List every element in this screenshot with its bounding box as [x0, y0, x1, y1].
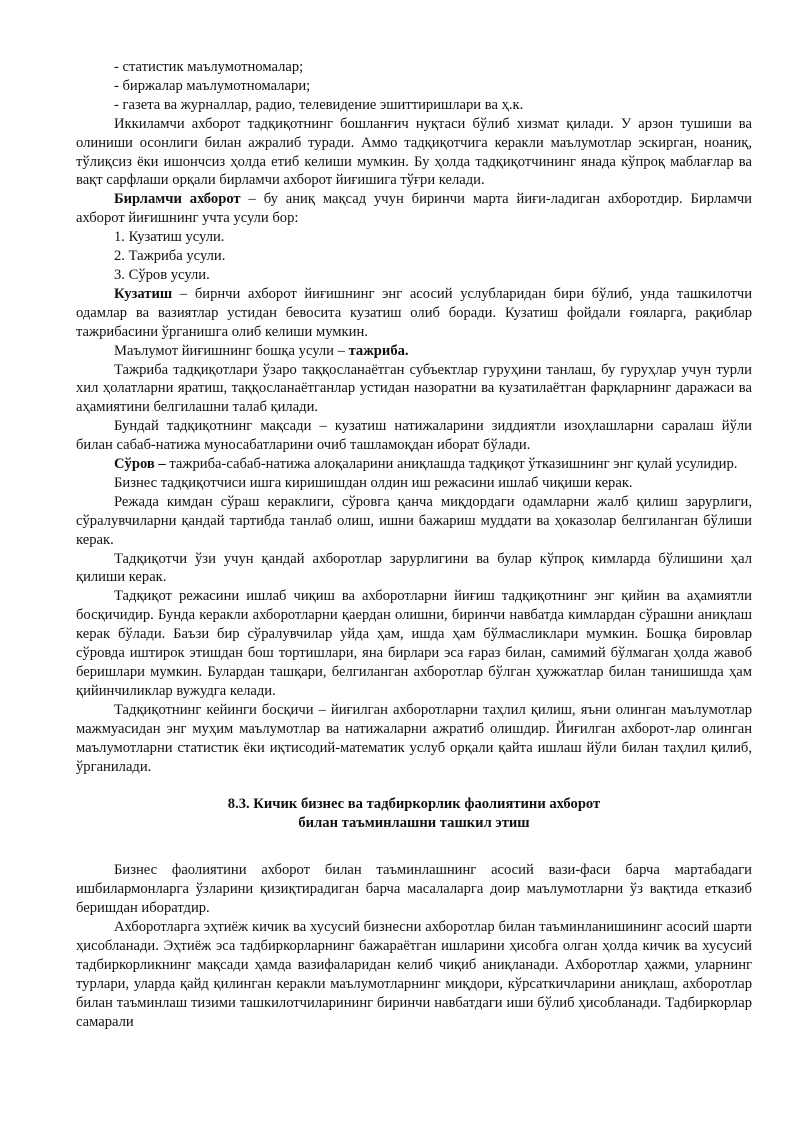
list-item: - газета ва журналлар, радио, телевидение эшиттиришлари ва ҳ.к.	[114, 96, 524, 113]
paragraph-experiment: Тажриба тадқиқотлари ўзаро таққосланаётган субъектлар гуруҳини танлаш, бу гуруҳлар учун турли хил ҳолатларни яратиш, таққосланаётганлар устидан назоратни ва кузатилаётган фарқларнинг даражаси ва аҳамиятини белгилашни талаб қилади.	[76, 361, 752, 416]
section-heading-line: 8.3. Кичик бизнес ва тадбиркорлик фаолиятини ахборот	[227, 796, 601, 813]
method-item: 3. Сўров усули.	[114, 266, 210, 283]
list-item: - статистик маълумотномалар;	[114, 59, 304, 75]
paragraph-business-info: Бизнес фаолиятини ахборот билан таъминлашнинг асосий вази-фаси барча мартабадаги ишбилармонларга ўзларини қизиқтирадиган барча масалаларга доир маълумотларни ўз вақтида етказиб беришдан иборатдир.	[76, 862, 752, 917]
paragraph-info-needs-business: Ахборотларга эҳтиёж кичик ва хусусий бизнесни ахборотлар билан таъминланишининг асосий шарти ҳисобланади. Эҳтиёж эса тадбиркорларнинг бажараётган ишларини ҳисобга олган ҳолда кичик ва хусусий тадбиркорликнинг мақсади ҳамда вазифаларидан келиб чиқиб аниқланади. Ахборотлар ҳажми, уларнинг турлари, уларда қайд қилинган керакли маълумотларнинг миқдори, кўрсаткичларини аниқлаш, ахборотлар билан таъминлаш тизими ташкилотчиларининг биринчи навбатдаги иши бўлиб ҳисобланади. Тадбиркорлар самарали	[76, 918, 752, 1030]
paragraph-research-stage: Тадқиқот режасини ишлаб чиқиш ва ахборотларни йиғиш тадқиқотнинг энг қийин ва аҳамиятли босқичидир. Бунда керакли ахборотларни қаердан олишни, биринчи навбатда кимлардан сўрашни аниқлаш керак бўлади. Баъзи бир сўралувчилар уйда ҳам, ишда ҳам бўлмасликлари мумкин. Бошқа бировлар сўровда иштирок этишдан бош тортишлари, яна бирлари эса ғараз билан, самимий бўлмаган ҳолда жавоб беришлари мумкин. Булардан ташқари, белгиланган ахборотлар бўлган ҳужжатлар билан танишишда ҳам қийинчиликлар вужудга келади.	[76, 588, 752, 699]
paragraph-text: – бирнчи ахборот йиғишнинг энг асосий услубларидан бири бўлиб, унда ташкилотчи одамлар ва вазиятлар устидан бевосита кузатиш олиб боради. Кузатиш фойдали ғояларга, рақиблар тажрибасини ўрганишга олиб келиши мумкин.	[76, 285, 752, 340]
paragraph-text: Маълумот йиғишнинг бошқа усули –	[114, 342, 349, 359]
term-observation: Кузатиш	[114, 285, 173, 302]
document-page	[76, 58, 752, 1031]
term-survey: Сўров –	[114, 456, 166, 473]
section-heading-line: билан таъминлашни ташкил этиш	[298, 815, 530, 832]
paragraph-text: тажриба-сабаб-натижа алоқаларини аниқлашда тадқиқот ўтказишнинг энг қулай усулидир.	[165, 456, 738, 473]
paragraph-secondary-info: Иккиламчи ахборот тадқиқотнинг бошланғич нуқтаси бўлиб хизмат қилади. У арзон тушиши ва олиниши осонлиги билан ажралиб туради. Аммо тадқиқотчига керакли маълумотлар эскирган, ноаниқ, тўлиқсиз ёки ишончсиз ҳолда етиб келиши мумкин. Бу ҳолда тадқиқотчининг янада кўпроқ маблағлар ва вақт сарфлаши орқали бирламчи ахборот йиғишига тўғри келади.	[76, 115, 752, 189]
paragraph-plan-details: Режада кимдан сўраш кераклиги, сўровга қанча миқдордаги одамларни жалб қилиш зарурлиги, сўралувчиларни қандай тартибда танлаб олиш, ишни бажариш муддати ва ҳоказолар белгиланган бўлиши керак.	[76, 493, 752, 548]
paragraph-info-needs: Тадқиқотчи ўзи учун қандай ахборотлар зарурлигини ва булар кўпроқ кимларда бўлишини ҳал қилиши керак.	[76, 550, 752, 586]
paragraph-survey	[76, 455, 752, 474]
paragraph-observation	[76, 285, 752, 342]
paragraph-analysis-stage: Тадқиқотнинг кейинги босқичи – йиғилган ахборотларни таҳлил қилиш, яъни олинган маълумотлар мажмуасидан энг муҳим маълумотлар ва натижаларни ажратиб олишдир. Йиғилган ахборот-лар олинган маълумотларни статистик ёки иқтисодий-математик услуб орқали қайта ишлаш йўли билан таҳлил қилиб, ўрганилади.	[76, 701, 752, 775]
method-item: 1. Кузатиш усули.	[114, 229, 225, 246]
paragraph-research-goal: Бундай тадқиқотнинг мақсади – кузатиш натижаларини зиддиятли изоҳлашларни саралаш йўли билан сабаб-натижа муносабатларини очиб ташламоқдан иборат бўлади.	[76, 418, 752, 454]
paragraph-text: – бу аниқ мақсад учун биринчи марта йиғи-ладиган ахборотдир. Бирламчи ахборот йиғишнинг учта усули бор:	[76, 191, 752, 227]
list-item: - биржалар маълумотномалари;	[114, 77, 311, 94]
paragraph-primary-info	[76, 190, 752, 228]
section-heading	[76, 795, 752, 833]
method-item: 2. Тажриба усули.	[114, 248, 226, 265]
term-primary-info: Бирламчи ахборот	[114, 191, 241, 208]
term-experiment: тажриба.	[348, 342, 409, 359]
paragraph-work-plan: Бизнес тадқиқотчиси ишга киришишдан олдин иш режасини ишлаб чиқиши керак.	[114, 474, 633, 491]
paragraph-experiment-intro	[76, 342, 752, 361]
